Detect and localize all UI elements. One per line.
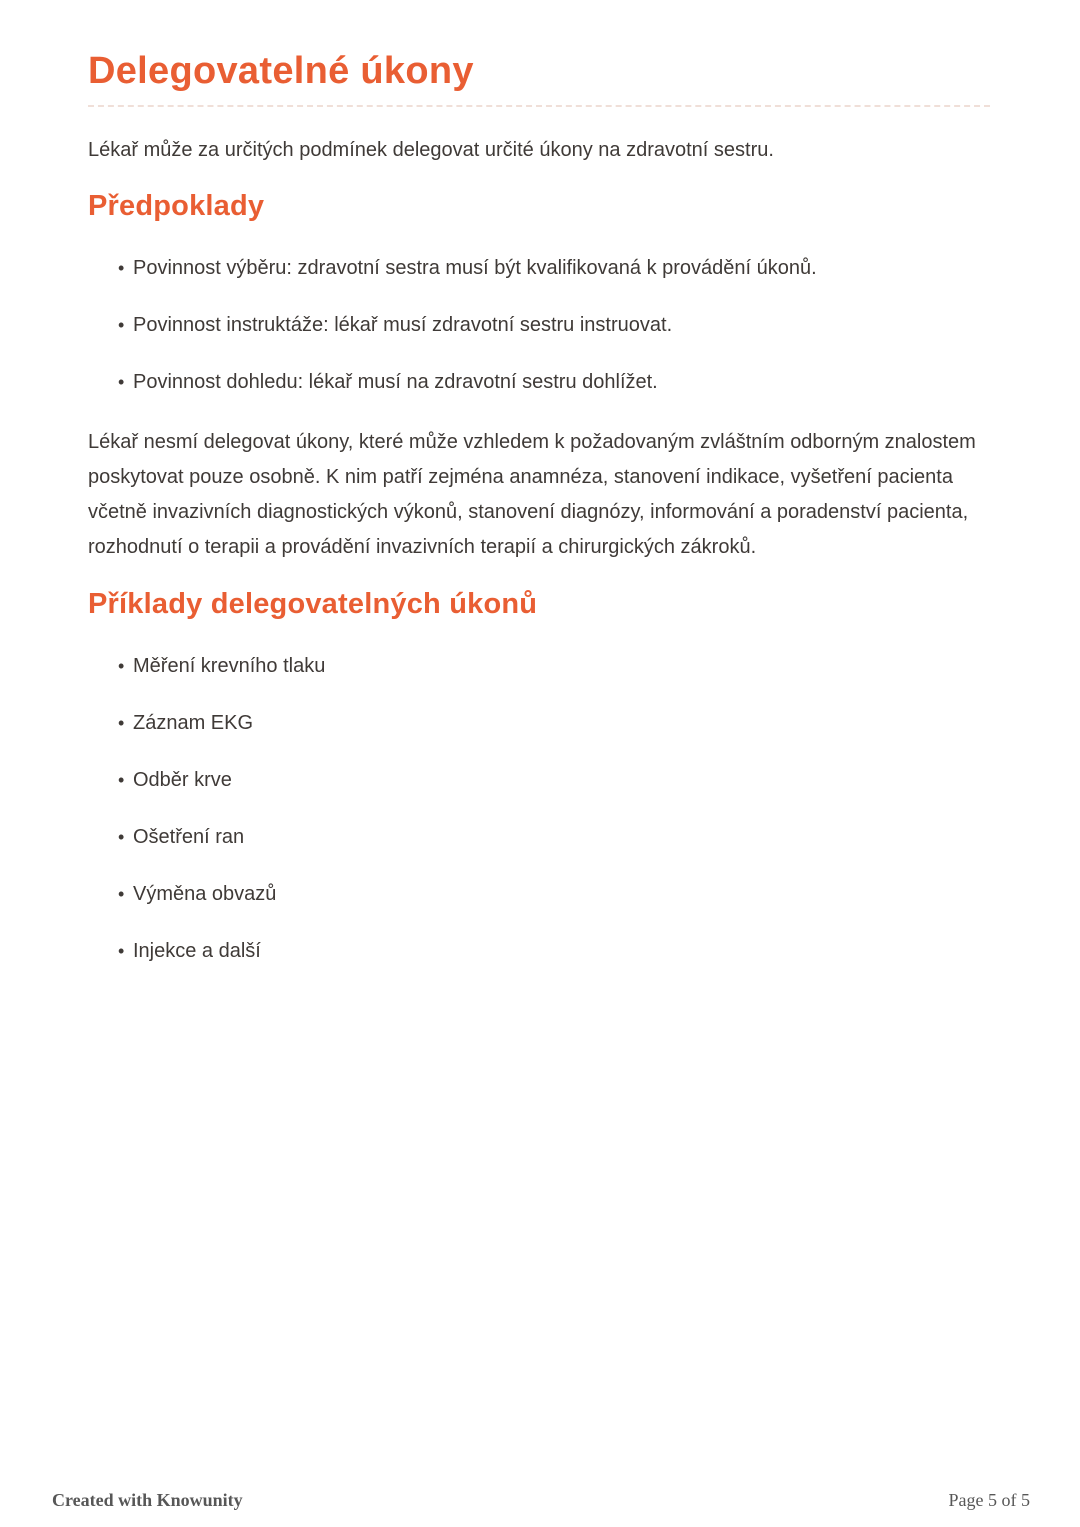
- page-title: Delegovatelné úkony: [88, 48, 990, 107]
- list-item: • Ošetření ran: [118, 823, 990, 851]
- section-heading-priklady: Příklady delegovatelných úkonů: [88, 588, 538, 620]
- list-item: • Povinnost dohledu: lékař musí na zdravotní sestru dohlížet.: [118, 368, 990, 396]
- list-item: • Povinnost výběru: zdravotní sestra musí být kvalifikovaná k provádění úkonů.: [118, 254, 990, 282]
- section-predpoklady: [88, 189, 990, 565]
- list-item: • Měření krevního tlaku: [118, 652, 990, 680]
- footer-brand-text: Created with Knowunity: [52, 1490, 243, 1510]
- section-priklady: [88, 587, 990, 965]
- list-item: • Záznam EKG: [118, 709, 990, 737]
- footer-page-number: Page 5 of 5: [948, 1490, 1030, 1510]
- list-item: • Povinnost instruktáže: lékař musí zdravotní sestru instruovat.: [118, 311, 990, 339]
- bullet-list-priklady: [88, 652, 990, 965]
- list-item: • Výměna obvazů: [118, 880, 990, 908]
- list-item: • Odběr krve: [118, 766, 990, 794]
- section-heading-predpoklady: Předpoklady: [88, 190, 265, 222]
- intro-paragraph: Lékař může za určitých podmínek delegovat určité úkony na zdravotní sestru.: [88, 139, 774, 161]
- bullet-list-predpoklady: [88, 254, 990, 396]
- body-paragraph: Lékař nesmí delegovat úkony, které může vzhledem k požadovaným zvláštním odborným znalostem poskytovat pouze osobně. K nim patří zejména anamnéza, stanovení indikace, vyšetření pacienta včetně invazivních diagnostických výkonů, stanovení diagnózy, informování a poradenství pacienta, rozhodnutí o terapii a provádění invazivních terapií a chirurgických zákroků.: [88, 431, 976, 558]
- page-footer: [52, 1490, 1030, 1511]
- list-item: • Injekce a další: [118, 937, 990, 965]
